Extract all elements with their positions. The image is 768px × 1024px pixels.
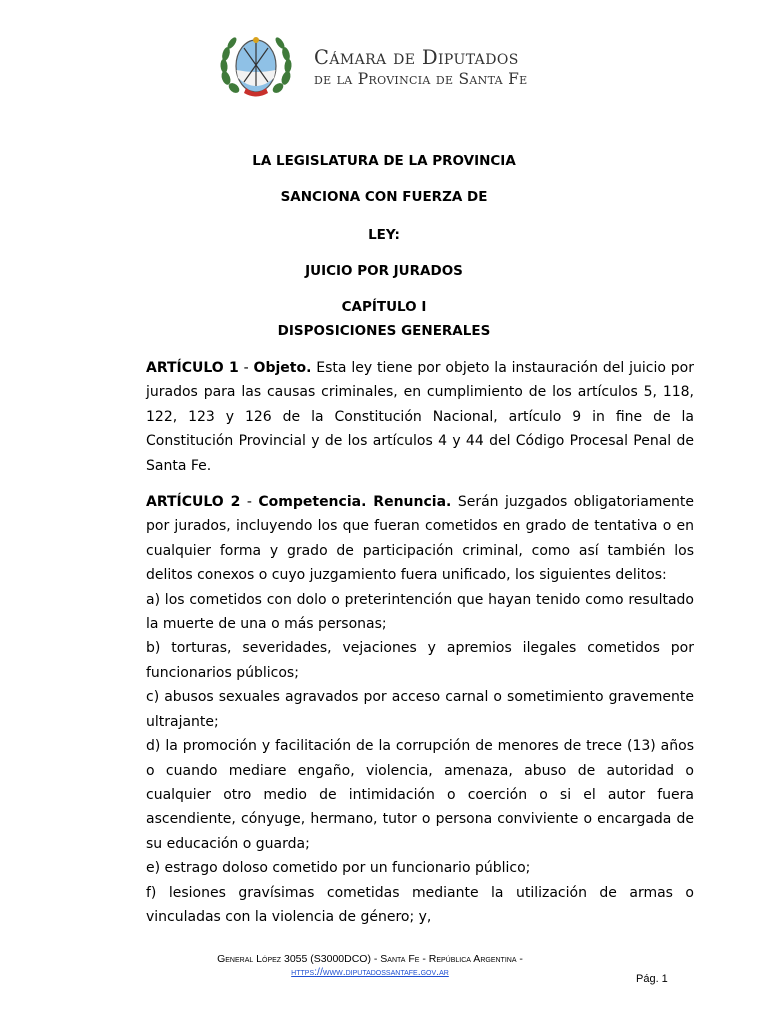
provincial-seal-logo	[216, 30, 296, 100]
heading-sanciona: SANCIONA CON FUERZA DE	[280, 189, 488, 205]
article-1-title: ARTÍCULO 1	[146, 360, 239, 376]
heading-legislatura: LA LEGISLATURA DE LA PROVINCIA	[252, 153, 516, 169]
footer-website-link[interactable]: https://www.diputadossantafe.gov.ar	[291, 966, 449, 978]
page-footer	[0, 953, 740, 979]
article-2-item-d: d) la promoción y facilitación de la corrupción de menores de trece (13) años o cuando mediare engaño, violencia, amenaza, abuso de autoridad o cualquier otro medio de intimidación o coerción o si el autor fuera ascendiente, cónyuge, hermano, tutor o persona conviviente o encargada de su educación o guarda;	[146, 738, 694, 852]
article-2-subtitle: Competencia. Renuncia.	[258, 494, 452, 511]
institution-name: Cámara de Diputados	[314, 46, 519, 69]
heading-chapter-title: DISPOSICIONES GENERALES	[277, 323, 491, 339]
heading-ley: LEY:	[368, 227, 400, 243]
article-2-item-a: a) los cometidos con dolo o preterintención que hayan tenido como resultado la muerte de una o más personas;	[146, 591, 694, 633]
article-2-dash: -	[240, 494, 259, 511]
page-number: Pág. 1	[636, 973, 668, 985]
article-2-item-e: e) estrago doloso cometido por un funcionario público;	[146, 860, 531, 877]
footer-address: General López 3055 (S3000DCO) - Santa Fe - República Argentina -	[217, 953, 523, 965]
article-2-item-f: f) lesiones gravísimas cometidas mediante la utilización de armas o vinculadas con la violencia de género; y,	[146, 884, 694, 925]
article-2-item-c: c) abusos sexuales agravados por acceso carnal o sometimiento gravemente ultrajante;	[146, 689, 694, 730]
article-1	[146, 356, 694, 478]
article-1-subtitle: Objeto.	[253, 360, 312, 376]
document-body	[146, 356, 694, 929]
heading-chapter: CAPÍTULO I	[341, 299, 427, 315]
document-header	[216, 30, 556, 100]
article-2	[146, 490, 694, 588]
heading-law-title: JUICIO POR JURADOS	[305, 263, 463, 279]
article-1-text: Esta ley tiene por objeto la instauración del juicio por jurados para las causas criminales, en cumplimiento de los artículos 5, 118, 122, 123 y 126 de la Constitución Nacional, artículo 9 in fine de la Constitución Provincial y de los artículos 4 y 44 del Código Procesal Penal de Santa Fe.	[146, 360, 695, 474]
article-2-text: Serán juzgados obligatoriamente por jurados, incluyendo los que fueran cometidos en grado de tentativa o en cualquier forma y grado de participación criminal, como así también los delitos conexos o cuyo juzgamiento fuera unificado, los siguientes delitos:	[146, 494, 695, 584]
article-1-dash: -	[238, 360, 254, 376]
paragraph-gap	[146, 478, 694, 490]
article-2-item-b: b) torturas, severidades, vejaciones y apremios ilegales cometidos por funcionarios públicos;	[146, 640, 694, 681]
institution-subtitle: de la Provincia de Santa Fe	[314, 70, 528, 88]
article-2-title: ARTÍCULO 2	[146, 494, 241, 511]
